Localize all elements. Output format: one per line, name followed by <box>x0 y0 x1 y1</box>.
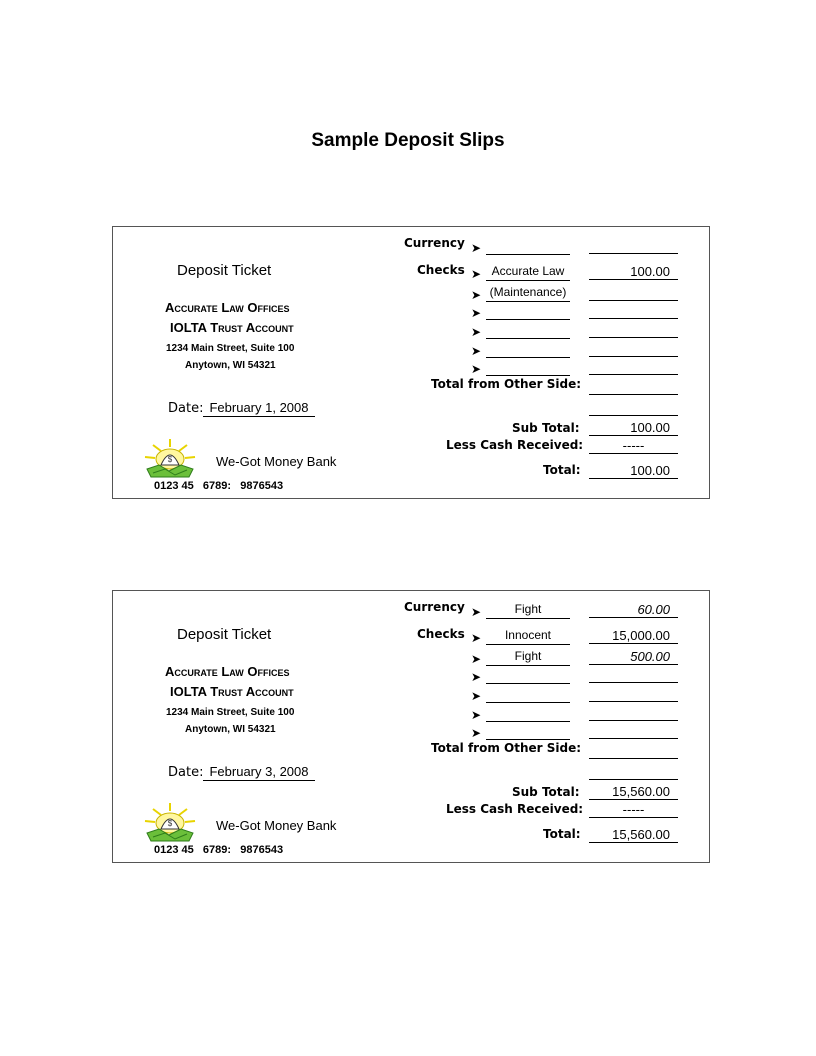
arrow-right-icon: ➤ <box>471 631 482 645</box>
check-description-field[interactable]: Fight <box>486 648 570 666</box>
subtotal-label: Sub Total: <box>512 421 580 435</box>
arrow-right-icon: ➤ <box>471 267 482 281</box>
check-amount-field[interactable] <box>589 237 678 254</box>
arrow-right-icon: ➤ <box>471 670 482 684</box>
check-description-field[interactable]: Fight <box>486 601 570 619</box>
check-amount-field[interactable]: 60.00 <box>589 601 678 618</box>
other-side-field[interactable] <box>589 742 678 759</box>
account-name: IOLTA Trust Account <box>170 320 294 335</box>
total-field[interactable]: 15,560.00 <box>589 826 678 843</box>
less-cash-label: Less Cash Received: <box>446 802 584 816</box>
date-label: Date: <box>168 765 204 780</box>
check-description-field[interactable] <box>486 340 570 358</box>
street-address: 1234 Main Street, Suite 100 <box>166 707 295 718</box>
street-address: 1234 Main Street, Suite 100 <box>166 343 295 354</box>
check-amount-field[interactable] <box>589 302 678 319</box>
micr-line: 0123 45 6789: 9876543 <box>154 844 284 856</box>
check-description-field[interactable] <box>486 685 570 703</box>
less-cash-label: Less Cash Received: <box>446 438 584 452</box>
arrow-right-icon: ➤ <box>471 605 482 619</box>
check-amount-field[interactable] <box>589 340 678 357</box>
total-label: Total: <box>543 463 581 477</box>
check-description-field[interactable] <box>486 666 570 684</box>
subtotal-field[interactable]: 15,560.00 <box>589 783 678 800</box>
arrow-right-icon: ➤ <box>471 241 482 255</box>
city-address: Anytown, WI 54321 <box>185 360 276 371</box>
date-label: Date: <box>168 401 204 416</box>
date-field[interactable]: February 3, 2008 <box>203 763 315 781</box>
arrow-right-icon: ➤ <box>471 726 482 740</box>
check-description-field[interactable] <box>486 722 570 740</box>
arrow-right-icon: ➤ <box>471 344 482 358</box>
spacer-field <box>589 399 678 416</box>
arrow-right-icon: ➤ <box>471 325 482 339</box>
deposit-slip <box>112 226 710 499</box>
subtotal-field[interactable]: 100.00 <box>589 419 678 436</box>
arrow-right-icon: ➤ <box>471 652 482 666</box>
check-amount-field[interactable] <box>589 321 678 338</box>
arrow-right-icon: ➤ <box>471 362 482 376</box>
check-amount-field[interactable]: 15,000.00 <box>589 627 678 644</box>
money-bag-icon <box>141 801 199 848</box>
arrow-right-icon: ➤ <box>471 288 482 302</box>
check-description-field[interactable]: Accurate Law <box>486 263 570 281</box>
less-cash-field[interactable]: ----- <box>589 437 678 454</box>
firm-name: Accurate Law Offices <box>165 664 290 679</box>
check-amount-field[interactable] <box>589 722 678 739</box>
bank-name: We-Got Money Bank <box>216 818 337 833</box>
spacer-field <box>589 763 678 780</box>
check-amount-field[interactable] <box>589 685 678 702</box>
total-label: Total: <box>543 827 581 841</box>
city-address: Anytown, WI 54321 <box>185 724 276 735</box>
svg-text:$: $ <box>167 455 173 464</box>
check-description-field[interactable] <box>486 321 570 339</box>
check-description-field[interactable]: (Maintenance) <box>486 284 570 302</box>
total-field[interactable]: 100.00 <box>589 462 678 479</box>
check-description-field[interactable] <box>486 237 570 255</box>
currency-label: Currency <box>404 236 465 250</box>
money-bag-icon <box>141 437 199 484</box>
arrow-right-icon: ➤ <box>471 306 482 320</box>
other-side-label: Total from Other Side: <box>431 741 582 755</box>
check-description-field[interactable] <box>486 704 570 722</box>
account-name: IOLTA Trust Account <box>170 684 294 699</box>
check-amount-field[interactable] <box>589 666 678 683</box>
less-cash-field[interactable]: ----- <box>589 801 678 818</box>
firm-name: Accurate Law Offices <box>165 300 290 315</box>
checks-label: Checks <box>417 263 465 277</box>
other-side-field[interactable] <box>589 378 678 395</box>
date-field[interactable]: February 1, 2008 <box>203 399 315 417</box>
micr-line: 0123 45 6789: 9876543 <box>154 480 284 492</box>
arrow-right-icon: ➤ <box>471 708 482 722</box>
check-amount-field[interactable]: 500.00 <box>589 648 678 665</box>
deposit-ticket-heading: Deposit Ticket <box>177 262 272 279</box>
arrow-right-icon: ➤ <box>471 689 482 703</box>
page-title: Sample Deposit Slips <box>311 130 505 151</box>
checks-label: Checks <box>417 627 465 641</box>
check-description-field[interactable]: Innocent <box>486 627 570 645</box>
check-description-field[interactable] <box>486 358 570 376</box>
bank-name: We-Got Money Bank <box>216 454 337 469</box>
currency-label: Currency <box>404 600 465 614</box>
other-side-label: Total from Other Side: <box>431 377 582 391</box>
check-amount-field[interactable] <box>589 284 678 301</box>
check-amount-field[interactable] <box>589 704 678 721</box>
check-amount-field[interactable]: 100.00 <box>589 263 678 280</box>
deposit-ticket-heading: Deposit Ticket <box>177 626 272 643</box>
subtotal-label: Sub Total: <box>512 785 580 799</box>
check-amount-field[interactable] <box>589 358 678 375</box>
deposit-slip <box>112 590 710 863</box>
svg-text:$: $ <box>167 819 173 828</box>
check-description-field[interactable] <box>486 302 570 320</box>
